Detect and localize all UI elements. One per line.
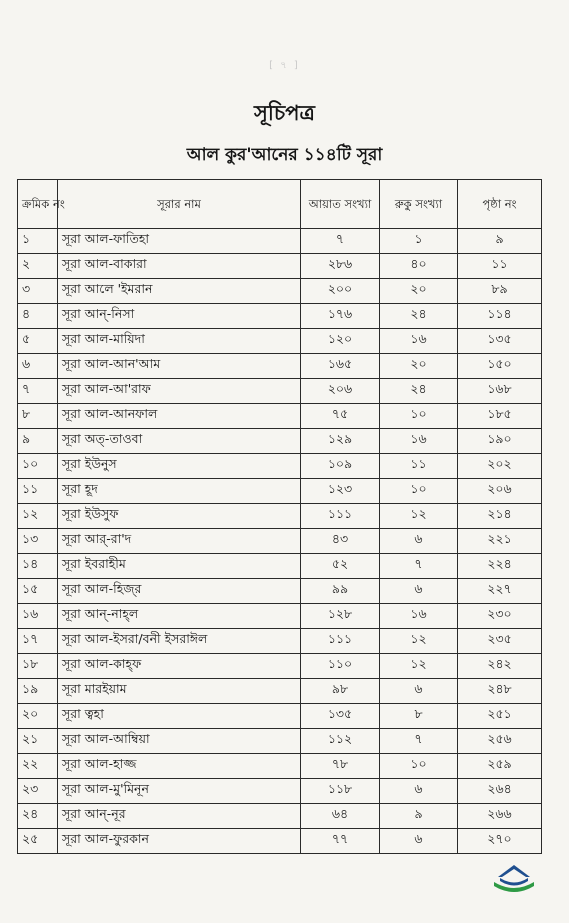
- column-header-surah-name: সূরার নাম: [58, 180, 301, 229]
- page-subtitle: আল কুর'আনের ১১৪টি সূরা: [186, 145, 383, 165]
- serial-cell: ২৫: [18, 829, 58, 854]
- serial-cell: ২৩: [18, 779, 58, 804]
- table-body: [18, 229, 542, 854]
- surah-name-cell: সূরা আল-আনফাল: [58, 404, 301, 429]
- page-number-cell: ২৫৬: [458, 729, 542, 754]
- table-row: [18, 354, 542, 379]
- ayat-count-cell: ১১১: [301, 504, 380, 529]
- serial-cell: ২১: [18, 729, 58, 754]
- page-number-cell: ২৬৬: [458, 804, 542, 829]
- surah-name-cell: সূরা আন্-নিসা: [58, 304, 301, 329]
- ruku-count-cell: ১৬: [380, 604, 458, 629]
- ayat-count-cell: ৭৭: [301, 829, 380, 854]
- serial-cell: ১৯: [18, 679, 58, 704]
- table-row: [18, 454, 542, 479]
- ruku-count-cell: ৬: [380, 679, 458, 704]
- ruku-count-cell: ১১: [380, 454, 458, 479]
- ruku-count-cell: ৮: [380, 704, 458, 729]
- surah-name-cell: সূরা আল-হাজ্জ: [58, 754, 301, 779]
- surah-name-cell: সূরা আন্-নূর: [58, 804, 301, 829]
- serial-cell: ১০: [18, 454, 58, 479]
- serial-cell: ১৭: [18, 629, 58, 654]
- surah-name-cell: সূরা আল-বাকারা: [58, 254, 301, 279]
- surah-name-cell: সূরা আলে 'ইমরান: [58, 279, 301, 304]
- ruku-count-cell: ১৬: [380, 429, 458, 454]
- page-number-cell: ২৭০: [458, 829, 542, 854]
- ayat-count-cell: ২০০: [301, 279, 380, 304]
- table-row: [18, 804, 542, 829]
- page-number-cell: ২৬৪: [458, 779, 542, 804]
- ayat-count-cell: ১৬৫: [301, 354, 380, 379]
- surah-name-cell: সূরা আল-মু'মিনূন: [58, 779, 301, 804]
- ayat-count-cell: ২৮৬: [301, 254, 380, 279]
- serial-cell: ৩: [18, 279, 58, 304]
- column-header-ruku-count: রুকু সংখ্যা: [380, 180, 458, 229]
- ruku-count-cell: ২০: [380, 354, 458, 379]
- ayat-count-cell: ৯৯: [301, 579, 380, 604]
- ayat-count-cell: ১২৩: [301, 479, 380, 504]
- ruku-count-cell: ১২: [380, 654, 458, 679]
- page-number-cell: ২০৬: [458, 479, 542, 504]
- serial-cell: ১৬: [18, 604, 58, 629]
- surah-name-cell: সূরা আল-আন'আম: [58, 354, 301, 379]
- ayat-count-cell: ৭৫: [301, 404, 380, 429]
- surah-name-cell: সূরা আল-ফাতিহা: [58, 229, 301, 254]
- page-number-cell: ২৩৫: [458, 629, 542, 654]
- column-header-ayat-count: আয়াত সংখ্যা: [301, 180, 380, 229]
- ayat-count-cell: ১২৮: [301, 604, 380, 629]
- table-header-row: [18, 180, 542, 229]
- table-row: [18, 604, 542, 629]
- table-row: [18, 629, 542, 654]
- surah-name-cell: সূরা আর্-রা'দ: [58, 529, 301, 554]
- surah-name-cell: সূরা আন্-নাহ্‌ল: [58, 604, 301, 629]
- serial-cell: ১৩: [18, 529, 58, 554]
- table-row: [18, 704, 542, 729]
- table-row: [18, 729, 542, 754]
- ruku-count-cell: ১০: [380, 479, 458, 504]
- ayat-count-cell: ৬৪: [301, 804, 380, 829]
- page-number-cell: ২২৪: [458, 554, 542, 579]
- page-number-cell: ১৩৫: [458, 329, 542, 354]
- page-number-cell: ১১: [458, 254, 542, 279]
- serial-cell: ২: [18, 254, 58, 279]
- serial-cell: ১৮: [18, 654, 58, 679]
- page-number-cell: ২১৪: [458, 504, 542, 529]
- table-row: [18, 329, 542, 354]
- page-number-cell: ১৫০: [458, 354, 542, 379]
- table-row: [18, 229, 542, 254]
- surah-name-cell: সূরা ইউসুফ: [58, 504, 301, 529]
- surah-name-cell: সূরা ইউনুস: [58, 454, 301, 479]
- page-number: [ ৭ ]: [269, 60, 300, 71]
- ruku-count-cell: ২৪: [380, 379, 458, 404]
- ruku-count-cell: ১: [380, 229, 458, 254]
- page-number-cell: ২২৭: [458, 579, 542, 604]
- ruku-count-cell: ৯: [380, 804, 458, 829]
- column-header-page-number: পৃষ্ঠা নং: [458, 180, 542, 229]
- table-row: [18, 754, 542, 779]
- ruku-count-cell: ১২: [380, 504, 458, 529]
- serial-cell: ৪: [18, 304, 58, 329]
- ayat-count-cell: ৭৮: [301, 754, 380, 779]
- ayat-count-cell: ১২০: [301, 329, 380, 354]
- serial-cell: ১২: [18, 504, 58, 529]
- page-title: সূচিপত্র: [254, 101, 315, 125]
- table-row: [18, 304, 542, 329]
- table-row: [18, 679, 542, 704]
- surah-name-cell: সূরা মারইয়াম: [58, 679, 301, 704]
- ruku-count-cell: ৭: [380, 554, 458, 579]
- ruku-count-cell: ১০: [380, 404, 458, 429]
- page-number-cell: ২০২: [458, 454, 542, 479]
- surah-name-cell: সূরা আল-মায়িদা: [58, 329, 301, 354]
- column-header-serial: ক্রমিক নং: [18, 180, 58, 229]
- serial-cell: ১: [18, 229, 58, 254]
- ayat-count-cell: ৯৮: [301, 679, 380, 704]
- page-number-cell: ২৫১: [458, 704, 542, 729]
- page-number-cell: ১১৪: [458, 304, 542, 329]
- serial-cell: ৯: [18, 429, 58, 454]
- surah-name-cell: সূরা আল-ইসরা/বনী ইসরাঈল: [58, 629, 301, 654]
- table-row: [18, 379, 542, 404]
- serial-cell: ১১: [18, 479, 58, 504]
- ayat-count-cell: ১১১: [301, 629, 380, 654]
- ayat-count-cell: ১১২: [301, 729, 380, 754]
- surah-name-cell: সূরা অত্-তাওবা: [58, 429, 301, 454]
- table-row: [18, 479, 542, 504]
- serial-cell: ১৫: [18, 579, 58, 604]
- ayat-count-cell: ১৭৬: [301, 304, 380, 329]
- table-row: [18, 404, 542, 429]
- ruku-count-cell: ৬: [380, 779, 458, 804]
- page-number-cell: ১৯০: [458, 429, 542, 454]
- surah-name-cell: সূরা আল-হিজ্‌র: [58, 579, 301, 604]
- surah-name-cell: সূরা হূদ: [58, 479, 301, 504]
- ayat-count-cell: ২০৬: [301, 379, 380, 404]
- page-number-cell: ২৫৯: [458, 754, 542, 779]
- ruku-count-cell: ৭: [380, 729, 458, 754]
- table-row: [18, 829, 542, 854]
- ayat-count-cell: ৭: [301, 229, 380, 254]
- page-number-cell: ১৬৮: [458, 379, 542, 404]
- page-number-cell: ২৪২: [458, 654, 542, 679]
- ruku-count-cell: ৪০: [380, 254, 458, 279]
- ayat-count-cell: ১১০: [301, 654, 380, 679]
- ayat-count-cell: ৫২: [301, 554, 380, 579]
- ayat-count-cell: ১২৯: [301, 429, 380, 454]
- table-row: [18, 529, 542, 554]
- surah-name-cell: সূরা আল-ফুরকান: [58, 829, 301, 854]
- ayat-count-cell: ১৩৫: [301, 704, 380, 729]
- surah-name-cell: সূরা ইবরাহীম: [58, 554, 301, 579]
- table-row: [18, 279, 542, 304]
- serial-cell: ২৪: [18, 804, 58, 829]
- ayat-count-cell: ১০৯: [301, 454, 380, 479]
- table-row: [18, 254, 542, 279]
- serial-cell: ৮: [18, 404, 58, 429]
- ruku-count-cell: ৬: [380, 829, 458, 854]
- ruku-count-cell: ১২: [380, 629, 458, 654]
- ruku-count-cell: ৬: [380, 529, 458, 554]
- page-number-cell: ২৩০: [458, 604, 542, 629]
- serial-cell: ৭: [18, 379, 58, 404]
- page-number-cell: ২২১: [458, 529, 542, 554]
- serial-cell: ১৪: [18, 554, 58, 579]
- serial-cell: ৫: [18, 329, 58, 354]
- surah-index-table: [17, 179, 542, 854]
- publisher-logo-icon: [490, 862, 538, 898]
- ruku-count-cell: ১৬: [380, 329, 458, 354]
- table-row: [18, 579, 542, 604]
- table-row: [18, 654, 542, 679]
- ruku-count-cell: ১০: [380, 754, 458, 779]
- table-row: [18, 779, 542, 804]
- page-number-cell: ২৪৮: [458, 679, 542, 704]
- page-number-cell: ১৮৫: [458, 404, 542, 429]
- ruku-count-cell: ৬: [380, 579, 458, 604]
- surah-name-cell: সূরা আল-আম্বিয়া: [58, 729, 301, 754]
- ruku-count-cell: ২০: [380, 279, 458, 304]
- ayat-count-cell: ১১৮: [301, 779, 380, 804]
- surah-name-cell: সূরা আল-আ'রাফ: [58, 379, 301, 404]
- serial-cell: ২২: [18, 754, 58, 779]
- table-row: [18, 554, 542, 579]
- page-number-cell: ৯: [458, 229, 542, 254]
- serial-cell: ২০: [18, 704, 58, 729]
- table-row: [18, 504, 542, 529]
- ayat-count-cell: ৪৩: [301, 529, 380, 554]
- serial-cell: ৬: [18, 354, 58, 379]
- surah-name-cell: সূরা আল-কাহ্‌ফ: [58, 654, 301, 679]
- surah-name-cell: সূরা ত্বহা: [58, 704, 301, 729]
- table-row: [18, 429, 542, 454]
- page-number-cell: ৮৯: [458, 279, 542, 304]
- ruku-count-cell: ২৪: [380, 304, 458, 329]
